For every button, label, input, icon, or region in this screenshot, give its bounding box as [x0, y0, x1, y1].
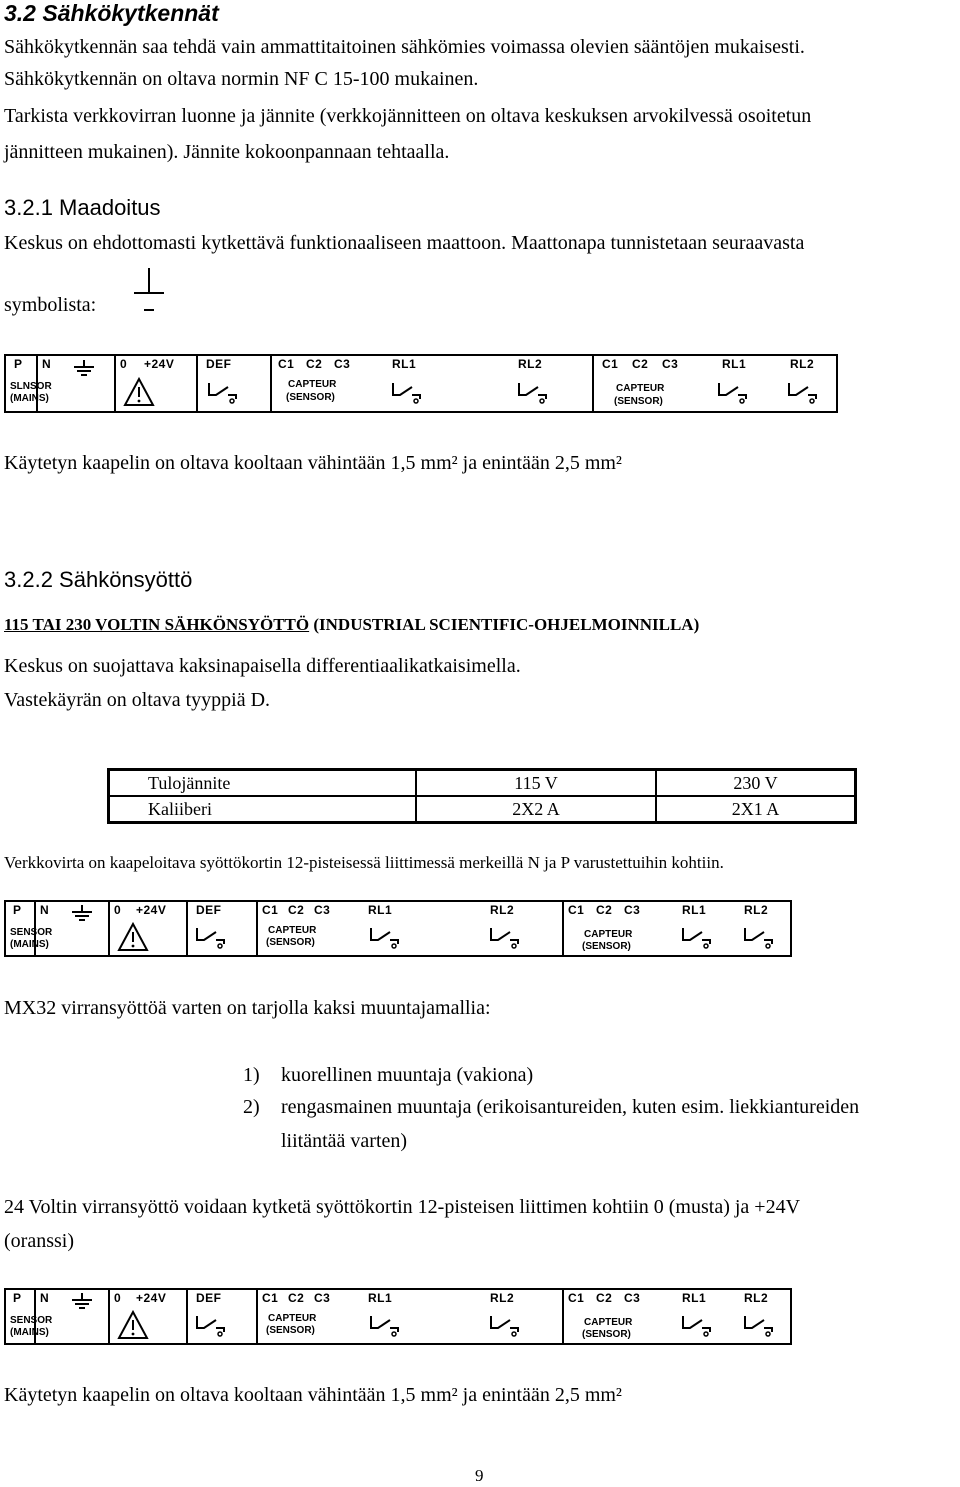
list-item: kuorellinen muuntaja (vakiona) — [281, 1064, 534, 1086]
terminal-label: RL2 — [744, 903, 769, 917]
subsection-heading: 3.2.1 Maadoitus — [4, 195, 161, 220]
relay-contact-icon — [682, 1315, 714, 1337]
terminal-label: C2 — [596, 1291, 613, 1305]
relay-contact-icon — [490, 1315, 522, 1337]
paragraph-line: Vastekäyrän on oltava tyyppiä D. — [4, 689, 271, 711]
terminal-label: RL2 — [744, 1291, 769, 1305]
terminal-label: C1 — [262, 1291, 279, 1305]
terminal-label: DEF — [196, 903, 222, 917]
ground-icon — [70, 1293, 98, 1311]
terminal-label: DEF — [196, 1291, 222, 1305]
capteur-label: CAPTEUR — [616, 383, 665, 394]
relay-contact-icon — [370, 927, 402, 949]
capteur-sensor-label: (SENSOR) — [266, 1325, 315, 1336]
terminal-label: C2 — [306, 357, 323, 371]
capteur-label: CAPTEUR — [268, 925, 317, 936]
table-cell: 2X1 A — [656, 796, 856, 823]
relay-contact-icon — [370, 1315, 402, 1337]
capteur-sensor-label: (SENSOR) — [582, 941, 631, 952]
terminal-label: C3 — [624, 1291, 641, 1305]
relay-contact-icon — [518, 382, 550, 404]
terminal-label: P — [13, 903, 22, 917]
warning-icon — [124, 378, 154, 406]
terminal-label: C1 — [568, 1291, 585, 1305]
capteur-label: CAPTEUR — [288, 379, 337, 390]
paragraph-line: 24 Voltin virransyöttö voidaan kytketä syöttökortin 12-pisteisen liittimen kohtiin 0 (musta) ja +24V — [4, 1196, 801, 1218]
ground-icon — [72, 360, 100, 378]
capteur-label: CAPTEUR — [584, 929, 633, 940]
terminal-label: RL2 — [790, 357, 815, 371]
list-item: rengasmainen muuntaja (erikoisantureiden, kuten esim. liekkiantureiden — [281, 1096, 860, 1118]
terminal-label: C2 — [288, 903, 305, 917]
terminal-label: N — [40, 903, 50, 917]
capteur-sensor-label: (SENSOR) — [614, 396, 663, 407]
table-cell: Kaliiberi — [109, 796, 417, 823]
ground-icon — [70, 905, 98, 923]
table-cell: Tulojännite — [109, 770, 417, 797]
cable-note: Käytetyn kaapelin on oltava kooltaan vähintään 1,5 mm² ja enintään 2,5 mm² — [4, 1384, 622, 1406]
terminal-label: C2 — [632, 357, 649, 371]
relay-contact-icon — [392, 382, 424, 404]
terminal-label: C1 — [602, 357, 619, 371]
terminal-label: +24V — [144, 357, 175, 371]
terminal-label: C1 — [278, 357, 295, 371]
relay-contact-icon — [682, 927, 714, 949]
paragraph-line: Sähkökytkennän on oltava normin NF C 15-100 mukainen. — [4, 68, 479, 90]
terminal-strip — [4, 1288, 792, 1345]
terminal-label: C1 — [568, 903, 585, 917]
list-item-number: 1) — [243, 1064, 260, 1086]
capteur-sensor-label: (SENSOR) — [286, 392, 335, 403]
table-row — [109, 770, 856, 797]
list-item-number: 2) — [243, 1096, 260, 1118]
terminal-label: N — [40, 1291, 50, 1305]
terminal-label: P — [14, 357, 23, 371]
cable-note: Käytetyn kaapelin on oltava kooltaan vähintään 1,5 mm² ja enintään 2,5 mm² — [4, 452, 622, 474]
terminal-label: C3 — [314, 903, 331, 917]
terminal-label: RL1 — [722, 357, 747, 371]
terminal-label: 0 — [114, 1291, 122, 1305]
terminal-label: +24V — [136, 1291, 167, 1305]
terminal-label: C3 — [334, 357, 351, 371]
mains-label: (MAINS) — [10, 393, 49, 404]
mains-label: (MAINS) — [10, 939, 49, 950]
mx32-intro: MX32 virransyöttöä varten on tarjolla kaksi muuntajamallia: — [4, 997, 491, 1019]
mains-label: (MAINS) — [10, 1327, 49, 1338]
relay-contact-icon — [490, 927, 522, 949]
terminal-strip — [4, 900, 792, 957]
terminal-label: 0 — [114, 903, 122, 917]
paragraph-line: Sähkökytkennän saa tehdä vain ammattitaitoinen sähkömies voimassa olevien sääntöjen mukaisesti. — [4, 36, 805, 58]
table-cell: 230 V — [656, 770, 856, 797]
subheading-underlined: 115 TAI 230 VOLTIN SÄHKÖNSYÖTTÖ — [4, 615, 310, 634]
terminal-label: +24V — [136, 903, 167, 917]
table-row — [109, 796, 856, 823]
terminal-label: C3 — [662, 357, 679, 371]
terminal-label: 0 — [120, 357, 128, 371]
list-item-continuation: liitäntää varten) — [281, 1130, 408, 1152]
terminal-label: C2 — [288, 1291, 305, 1305]
paragraph-line: Keskus on suojattava kaksinapaisella differentiaalikatkaisimella. — [4, 655, 521, 677]
terminal-label: C1 — [262, 903, 279, 917]
section-heading: 3.2 Sähkökytkennät — [4, 0, 219, 26]
paragraph-line: (oranssi) — [4, 1230, 74, 1252]
subheading — [4, 615, 699, 635]
warning-icon — [118, 1311, 148, 1339]
table-cell: 115 V — [416, 770, 656, 797]
terminal-label: RL2 — [518, 357, 543, 371]
terminal-label: N — [42, 357, 52, 371]
relay-contact-icon — [196, 1315, 228, 1337]
subheading-rest: (INDUSTRIAL SCIENTIFIC-OHJELMOINNILLA) — [309, 615, 700, 634]
ground-symbol-icon — [130, 266, 170, 314]
terminal-label: P — [13, 1291, 22, 1305]
table-cell: 2X2 A — [416, 796, 656, 823]
terminal-label: RL1 — [368, 903, 393, 917]
capteur-label: CAPTEUR — [268, 1313, 317, 1324]
relay-contact-icon — [718, 382, 750, 404]
sensor-label: SENSOR — [10, 927, 53, 938]
terminal-label: RL1 — [682, 1291, 707, 1305]
terminal-label: C3 — [314, 1291, 331, 1305]
sensor-label: SENSOR — [10, 1315, 53, 1326]
terminal-label: RL2 — [490, 903, 515, 917]
relay-contact-icon — [208, 382, 240, 404]
wiring-note: Verkkovirta on kaapeloitava syöttökortin 12-pisteisessä liittimessä merkeillä N ja P varustettuihin kohtiin. — [4, 853, 724, 872]
relay-contact-icon — [744, 1315, 776, 1337]
voltage-table — [107, 768, 857, 824]
terminal-label: RL1 — [368, 1291, 393, 1305]
capteur-label: CAPTEUR — [584, 1317, 633, 1328]
page-number: 9 — [475, 1466, 484, 1485]
paragraph-line: Keskus on ehdottomasti kytkettävä funktionaaliseen maattoon. Maattonapa tunnistetaan seuraavasta — [4, 232, 805, 254]
terminal-strip — [4, 354, 838, 413]
terminal-label: C2 — [596, 903, 613, 917]
paragraph-line: jännitteen mukainen). Jännite kokoonpannaan tehtaalla. — [4, 141, 450, 163]
terminal-label: C3 — [624, 903, 641, 917]
relay-contact-icon — [196, 927, 228, 949]
capteur-sensor-label: (SENSOR) — [582, 1329, 631, 1340]
terminal-label: RL1 — [682, 903, 707, 917]
sensor-label: SLNSOR — [10, 381, 52, 392]
capteur-sensor-label: (SENSOR) — [266, 937, 315, 948]
terminal-label: RL1 — [392, 357, 417, 371]
relay-contact-icon — [744, 927, 776, 949]
terminal-label: RL2 — [490, 1291, 515, 1305]
warning-icon — [118, 923, 148, 951]
subsection-heading: 3.2.2 Sähkönsyöttö — [4, 567, 193, 592]
relay-contact-icon — [788, 382, 820, 404]
paragraph-line: Tarkista verkkovirran luonne ja jännite (verkkojännitteen on oltava keskuksen arvokilvessä osoitetun — [4, 105, 812, 127]
terminal-label: DEF — [206, 357, 232, 371]
paragraph-line: symbolista: — [4, 294, 97, 316]
